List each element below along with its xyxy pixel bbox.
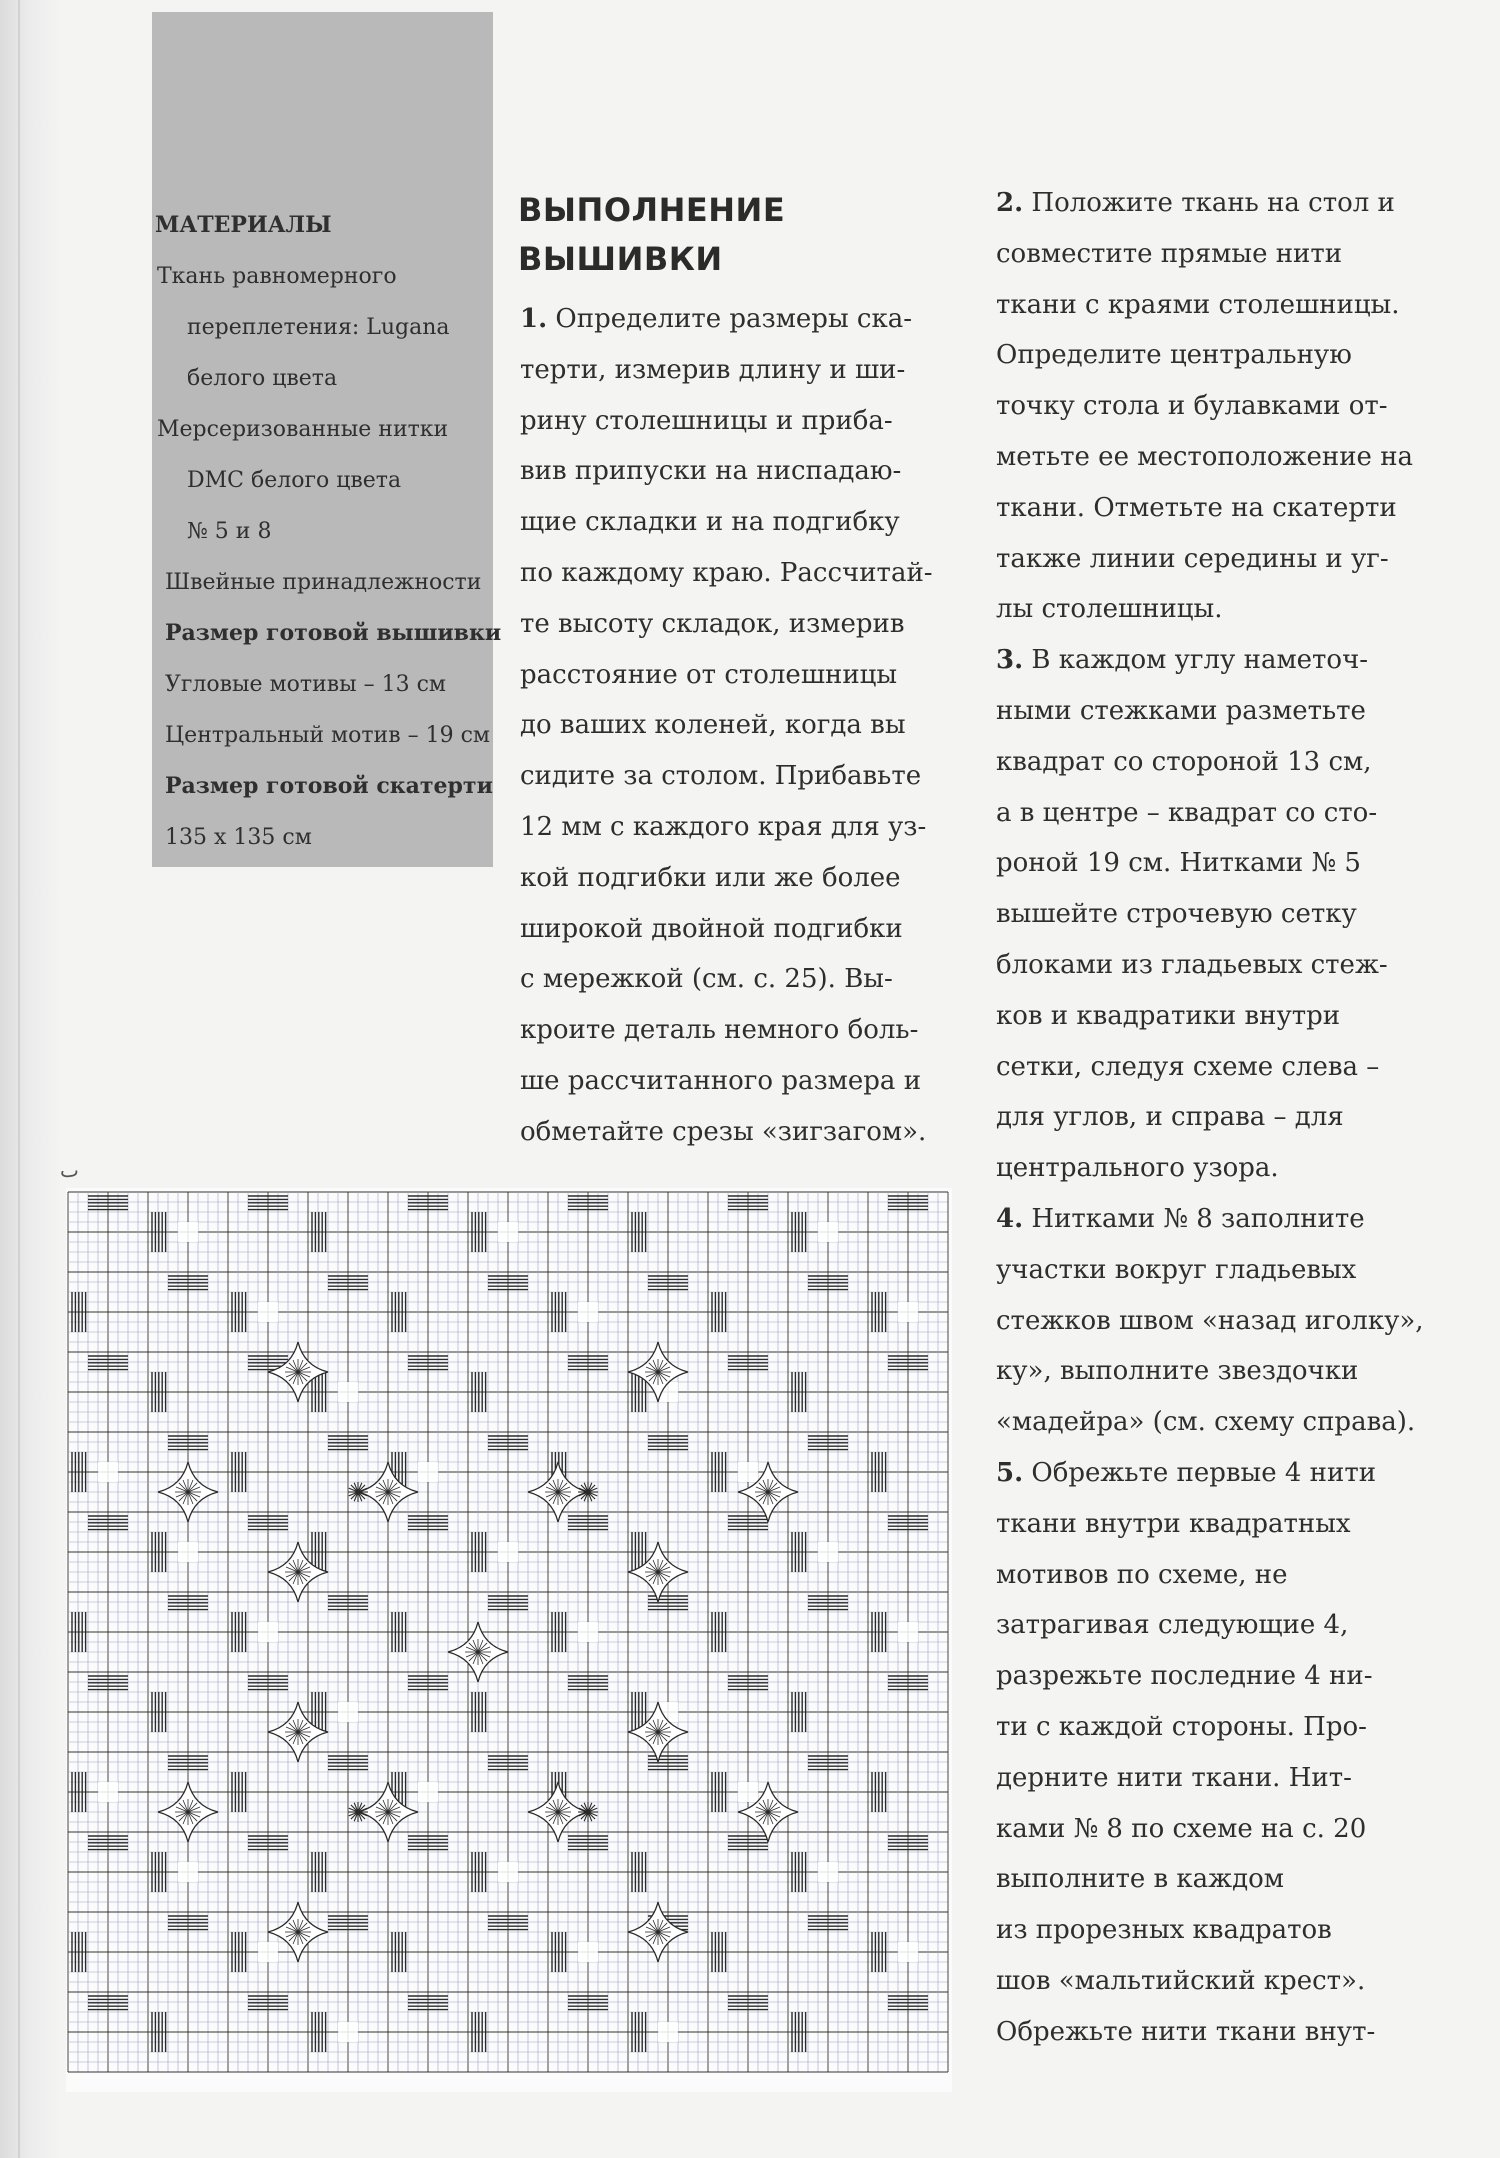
line-text: ку», выполните звездочки <box>996 1356 1359 1387</box>
text-line <box>996 2007 1424 2058</box>
text-line <box>996 534 1424 585</box>
line-text: метьте ее местоположение на <box>996 441 1414 472</box>
text-line <box>996 330 1424 381</box>
line-text: Обрежьте первые 4 нити <box>1023 1457 1377 1488</box>
line-text: Обрежьте нити ткани внут- <box>996 2016 1376 2047</box>
materials-item: 135 x 135 см <box>165 825 312 850</box>
line-text: ти с каждой стороны. Про- <box>996 1711 1367 1742</box>
materials-item: белого цвета <box>187 366 338 391</box>
line-text: В каждом углу наметоч- <box>1023 645 1369 676</box>
step-number: 3. <box>996 645 1024 676</box>
text-line <box>996 1753 1424 1804</box>
materials-item: № 5 и 8 <box>187 519 272 544</box>
line-text: вив припуски на ниспадаю- <box>520 456 902 487</box>
text-line <box>520 1005 933 1056</box>
text-line <box>996 381 1424 432</box>
text-line <box>996 483 1424 534</box>
text-line <box>996 737 1424 788</box>
materials-item: переплетения: Lugana <box>187 315 450 340</box>
text-line <box>520 954 933 1005</box>
heading-line-2: ВЫШИВКИ <box>518 240 723 278</box>
text-line <box>520 446 933 497</box>
text-line <box>520 345 933 396</box>
text-line <box>996 1905 1424 1956</box>
line-text: кой подгибки или же более <box>520 862 901 893</box>
text-line <box>996 1550 1424 1601</box>
text-line <box>520 751 933 802</box>
text-line <box>996 1296 1424 1347</box>
line-text: «мадейра» (см. схему справа). <box>996 1407 1416 1438</box>
text-line <box>996 1600 1424 1651</box>
text-line <box>996 1448 1424 1499</box>
line-text: для углов, и справа – для <box>996 1102 1344 1133</box>
line-text: вышейте строчевую сетку <box>996 899 1357 930</box>
text-line <box>996 584 1424 635</box>
text-line <box>520 802 933 853</box>
embroidery-chart <box>66 1188 952 2092</box>
text-line <box>520 1056 933 1107</box>
text-line <box>996 635 1424 686</box>
line-text: те высоту складок, измерив <box>520 608 905 639</box>
line-text: квадрат со стороной 13 см, <box>996 746 1372 777</box>
line-text: сидите за столом. Прибавьте <box>520 761 922 792</box>
materials-item: Размер готовой вышивки <box>165 620 502 646</box>
text-line <box>996 838 1424 889</box>
text-line <box>520 497 933 548</box>
book-spine-shadow <box>0 0 62 2158</box>
line-text: по каждому краю. Рассчитай- <box>520 557 933 588</box>
line-text: лы столешницы. <box>996 594 1223 625</box>
text-line <box>520 599 933 650</box>
instructions-column-1 <box>520 294 933 1158</box>
text-line <box>520 548 933 599</box>
line-text: блоками из гладьевых стеж- <box>996 949 1388 980</box>
line-text: дерните нити ткани. Нит- <box>996 1762 1352 1793</box>
materials-item: Мерсеризованные нитки <box>157 417 449 442</box>
materials-item: Размер готовой скатерти <box>165 773 493 799</box>
text-line <box>996 1854 1424 1905</box>
text-line <box>996 1956 1424 2007</box>
line-text: из прорезных квадратов <box>996 1915 1332 1946</box>
materials-list <box>155 200 502 863</box>
text-line <box>996 1092 1424 1143</box>
materials-item: DMC белого цвета <box>187 468 402 493</box>
text-line <box>996 991 1424 1042</box>
line-text: ткани внутри квадратных <box>996 1508 1351 1539</box>
line-text: стежков швом «назад иголку», <box>996 1305 1424 1336</box>
text-line <box>996 1042 1424 1093</box>
text-line <box>996 1346 1424 1397</box>
line-text: совместите прямые нити <box>996 238 1343 269</box>
text-line <box>996 178 1424 229</box>
line-text: кроите деталь немного боль- <box>520 1015 919 1046</box>
text-line <box>520 1107 933 1158</box>
line-text: участки вокруг гладьевых <box>996 1254 1357 1285</box>
line-text: 12 мм с каждого края для уз- <box>520 811 927 842</box>
line-text: до ваших коленей, когда вы <box>520 710 906 741</box>
step-number: 2. <box>996 188 1024 218</box>
materials-item: Центральный мотив – 19 см <box>165 723 491 748</box>
line-text: шов «мальтийский крест». <box>996 1965 1366 1996</box>
step-number: 1. <box>520 304 548 334</box>
text-line <box>520 294 933 345</box>
step-number: 5. <box>996 1457 1024 1488</box>
line-text: ткани. Отметьте на скатерти <box>996 492 1397 523</box>
line-text: сетки, следуя схеме слева – <box>996 1051 1380 1082</box>
heading-line-1: ВЫПОЛНЕНИЕ <box>518 191 786 229</box>
line-text: центрального узора. <box>996 1153 1279 1184</box>
line-text: обметайте срезы «зигзагом». <box>520 1116 927 1147</box>
line-text: терти, измерив длину и ши- <box>520 354 906 385</box>
line-text: разрежьте последние 4 ни- <box>996 1661 1373 1692</box>
materials-title: МАТЕРИАЛЫ <box>155 212 332 238</box>
line-text: широкой двойной подгибки <box>520 913 903 944</box>
text-line <box>996 1499 1424 1550</box>
materials-item: Ткань равномерного <box>157 264 397 289</box>
text-line <box>996 432 1424 483</box>
text-line <box>996 280 1424 331</box>
line-text: рину столешницы и приба- <box>520 405 893 436</box>
text-line <box>520 904 933 955</box>
line-text: с мережкой (см. с. 25). Вы- <box>520 964 893 995</box>
text-line <box>520 650 933 701</box>
line-text: мотивов по схеме, не <box>996 1559 1288 1590</box>
line-text: ше рассчитанного размера и <box>520 1065 922 1096</box>
line-text: расстояние от столешницы <box>520 659 898 690</box>
text-line <box>520 700 933 751</box>
line-text: роной 19 см. Нитками № 5 <box>996 848 1361 879</box>
text-line <box>996 889 1424 940</box>
text-line <box>996 1143 1424 1194</box>
section-heading <box>518 186 785 284</box>
step-number: 4. <box>996 1203 1024 1234</box>
line-text: ткани с краями столешницы. <box>996 289 1400 320</box>
text-line <box>996 940 1424 991</box>
page-mark: ٮ <box>60 1158 79 1182</box>
line-text: щие складки и на подгибку <box>520 507 900 538</box>
text-line <box>996 788 1424 839</box>
instructions-column-2 <box>996 178 1424 2057</box>
text-line <box>996 1702 1424 1753</box>
line-text: Определите размеры ска- <box>547 304 913 334</box>
text-line <box>520 853 933 904</box>
line-text: Определите центральную <box>996 340 1352 371</box>
line-text: ками № 8 по схеме на с. 20 <box>996 1813 1367 1844</box>
text-line <box>996 1651 1424 1702</box>
materials-item: Угловые мотивы – 13 см <box>165 672 447 697</box>
line-text: выполните в каждом <box>996 1864 1284 1895</box>
line-text: точку стола и булавками от- <box>996 391 1388 422</box>
text-line <box>996 1804 1424 1855</box>
line-text: ными стежками разметьте <box>996 695 1366 726</box>
line-text: Положите ткань на стол и <box>1023 188 1395 218</box>
text-line <box>996 1397 1424 1448</box>
text-line <box>996 686 1424 737</box>
text-line <box>996 1245 1424 1296</box>
hardanger-grid-diagram <box>66 1188 952 2092</box>
line-text: затрагивая следующие 4, <box>996 1610 1349 1641</box>
materials-item: Швейные принадлежности <box>165 570 482 595</box>
text-line <box>520 396 933 447</box>
text-line <box>996 1194 1424 1245</box>
text-line <box>996 229 1424 280</box>
line-text: ков и квадратики внутри <box>996 1000 1341 1031</box>
line-text: а в центре – квадрат со сто- <box>996 797 1378 828</box>
line-text: Нитками № 8 заполните <box>1023 1203 1365 1234</box>
line-text: также линии середины и уг- <box>996 543 1389 574</box>
